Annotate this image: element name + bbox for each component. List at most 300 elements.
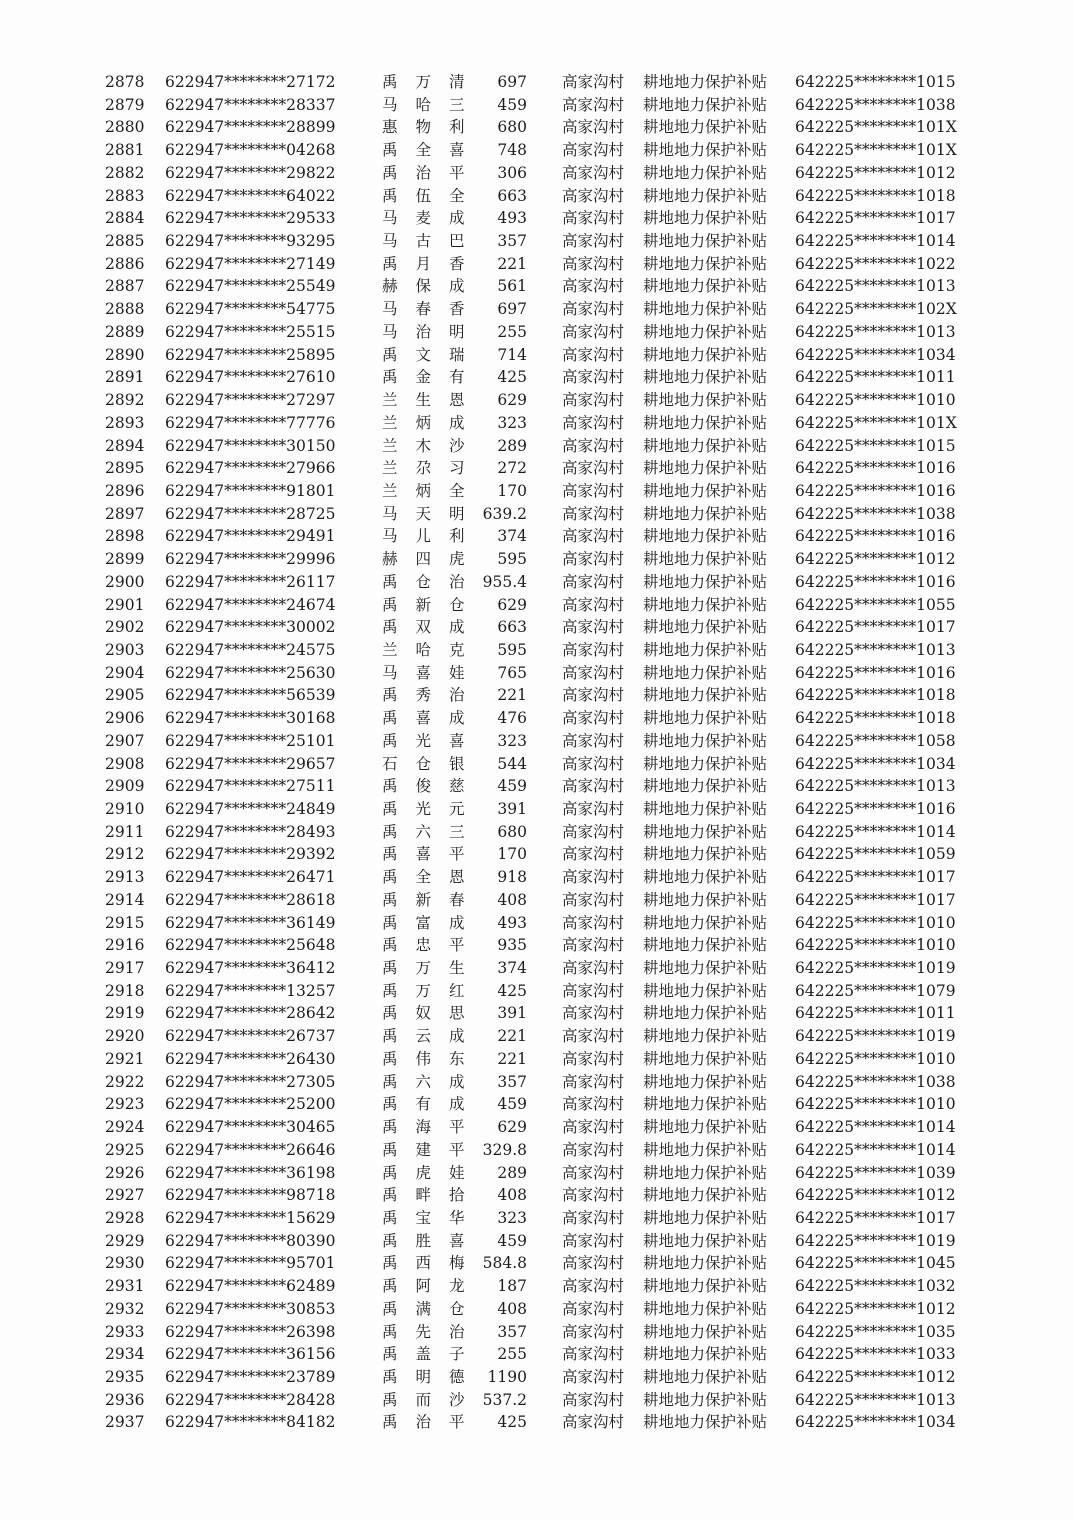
row-number-cell: 2913 (105, 868, 145, 887)
subsidy-type-cell: 耕地地力保护补贴 (643, 1072, 768, 1091)
row-number-cell: 2921 (105, 1049, 145, 1068)
person-name-cell: 禹仓治 (382, 572, 483, 591)
table-row (105, 1025, 975, 1048)
row-number-cell: 2899 (105, 550, 145, 569)
account-number-cell: 642225********1010 (795, 1049, 956, 1068)
person-name-cell: 马天明 (382, 504, 483, 523)
subsidy-type-cell: 耕地地力保护补贴 (643, 618, 768, 637)
account-number-cell: 642225********1019 (795, 1027, 956, 1046)
person-name-cell: 马麦成 (382, 209, 483, 228)
village-cell: 高家沟村 (562, 368, 625, 387)
person-name-cell: 禹月香 (382, 254, 483, 273)
person-name-cell: 禹秀治 (382, 686, 483, 705)
row-number-cell: 2885 (105, 232, 145, 251)
subsidy-type-cell: 耕地地力保护补贴 (643, 936, 768, 955)
amount-cell: 289 (497, 436, 527, 455)
row-number-cell: 2906 (105, 709, 145, 728)
table-row (105, 798, 975, 821)
table-row (105, 1411, 975, 1434)
table-row (105, 435, 975, 458)
village-cell: 高家沟村 (562, 640, 625, 659)
amount-cell: 935 (497, 936, 527, 955)
amount-cell: 459 (497, 777, 527, 796)
account-number-cell: 642225********1033 (795, 1345, 956, 1364)
person-name-cell: 禹有成 (382, 1095, 483, 1114)
row-number-cell: 2930 (105, 1254, 145, 1273)
subsidy-type-cell: 耕地地力保护补贴 (643, 481, 768, 500)
row-number-cell: 2929 (105, 1231, 145, 1250)
id-number-cell: 622947********26398 (165, 1322, 336, 1341)
id-number-cell: 622947********29822 (165, 163, 336, 182)
row-number-cell: 2918 (105, 981, 145, 1000)
id-number-cell: 622947********64022 (165, 186, 336, 205)
id-number-cell: 622947********24575 (165, 640, 336, 659)
amount-cell: 408 (497, 1186, 527, 1205)
subsidy-type-cell: 耕地地力保护补贴 (643, 209, 768, 228)
village-cell: 高家沟村 (562, 686, 625, 705)
account-number-cell: 642225********1015 (795, 73, 956, 91)
id-number-cell: 622947********27172 (165, 73, 336, 91)
amount-cell: 629 (497, 391, 527, 410)
subsidy-type-cell: 耕地地力保护补贴 (643, 1140, 768, 1159)
village-cell: 高家沟村 (562, 1072, 625, 1091)
village-cell: 高家沟村 (562, 845, 625, 864)
id-number-cell: 622947********27305 (165, 1072, 336, 1091)
village-cell: 高家沟村 (562, 1231, 625, 1250)
account-number-cell: 642225********1010 (795, 391, 956, 410)
account-number-cell: 642225********1016 (795, 527, 956, 546)
row-number-cell: 2928 (105, 1208, 145, 1227)
table-row (105, 525, 975, 548)
village-cell: 高家沟村 (562, 95, 625, 114)
id-number-cell: 622947********30168 (165, 709, 336, 728)
amount-cell: 221 (497, 254, 527, 273)
village-cell: 高家沟村 (562, 981, 625, 1000)
id-number-cell: 622947********29392 (165, 845, 336, 864)
amount-cell: 680 (497, 822, 527, 841)
table-row (105, 366, 975, 389)
person-name-cell: 禹伍全 (382, 186, 483, 205)
village-cell: 高家沟村 (562, 595, 625, 614)
id-number-cell: 622947********91801 (165, 481, 336, 500)
account-number-cell: 642225********1012 (795, 1186, 956, 1205)
amount-cell: 663 (497, 618, 527, 637)
row-number-cell: 2892 (105, 391, 145, 410)
amount-cell: 544 (497, 754, 527, 773)
table-row (105, 1116, 975, 1139)
subsidy-type-cell: 耕地地力保护补贴 (643, 1299, 768, 1318)
amount-cell: 329.8 (482, 1140, 527, 1159)
row-number-cell: 2884 (105, 209, 145, 228)
person-name-cell: 马治明 (382, 322, 483, 341)
subsidy-type-cell: 耕地地力保护补贴 (643, 527, 768, 546)
subsidy-type-cell: 耕地地力保护补贴 (643, 822, 768, 841)
person-name-cell: 禹虎娃 (382, 1163, 483, 1182)
account-number-cell: 642225********1038 (795, 1072, 956, 1091)
village-cell: 高家沟村 (562, 436, 625, 455)
person-name-cell: 禹西梅 (382, 1254, 483, 1273)
row-number-cell: 2926 (105, 1163, 145, 1182)
account-number-cell: 642225********1039 (795, 1163, 956, 1182)
account-number-cell: 642225********1032 (795, 1277, 956, 1296)
account-number-cell: 642225********1045 (795, 1254, 956, 1273)
id-number-cell: 622947********25515 (165, 322, 336, 341)
account-number-cell: 642225********1012 (795, 163, 956, 182)
account-number-cell: 642225********1017 (795, 618, 956, 637)
subsidy-type-cell: 耕地地力保护补贴 (643, 391, 768, 410)
amount-cell: 425 (497, 981, 527, 1000)
table-row (105, 298, 975, 321)
row-number-cell: 2927 (105, 1186, 145, 1205)
village-cell: 高家沟村 (562, 1118, 625, 1137)
row-number-cell: 2903 (105, 640, 145, 659)
village-cell: 高家沟村 (562, 1208, 625, 1227)
row-number-cell: 2887 (105, 277, 145, 296)
village-cell: 高家沟村 (562, 1277, 625, 1296)
account-number-cell: 642225********1034 (795, 345, 956, 364)
amount-cell: 408 (497, 1299, 527, 1318)
table-row (105, 503, 975, 526)
village-cell: 高家沟村 (562, 1163, 625, 1182)
subsidy-type-cell: 耕地地力保护补贴 (643, 913, 768, 932)
id-number-cell: 622947********29491 (165, 527, 336, 546)
person-name-cell: 禹满仓 (382, 1299, 483, 1318)
table-row (105, 185, 975, 208)
subsidy-type-cell: 耕地地力保护补贴 (643, 277, 768, 296)
account-number-cell: 642225********1012 (795, 1367, 956, 1386)
id-number-cell: 622947********95701 (165, 1254, 336, 1273)
amount-cell: 323 (497, 413, 527, 432)
subsidy-type-cell: 耕地地力保护补贴 (643, 1413, 768, 1432)
person-name-cell: 马古巴 (382, 232, 483, 251)
table-row (105, 139, 975, 162)
amount-cell: 493 (497, 913, 527, 932)
account-number-cell: 642225********1058 (795, 731, 956, 750)
amount-cell: 537.2 (482, 1390, 527, 1409)
table-row (105, 1298, 975, 1321)
subsidy-type-cell: 耕地地力保护补贴 (643, 981, 768, 1000)
person-name-cell: 禹喜成 (382, 709, 483, 728)
person-name-cell: 赫保成 (382, 277, 483, 296)
table-row (105, 389, 975, 412)
village-cell: 高家沟村 (562, 1004, 625, 1023)
account-number-cell: 642225********1014 (795, 232, 956, 251)
person-name-cell: 马喜娃 (382, 663, 483, 682)
table-row (105, 116, 975, 139)
id-number-cell: 622947********93295 (165, 232, 336, 251)
account-number-cell: 642225********1012 (795, 550, 956, 569)
account-number-cell: 642225********1038 (795, 95, 956, 114)
person-name-cell: 禹奴思 (382, 1004, 483, 1023)
account-number-cell: 642225********1059 (795, 845, 956, 864)
person-name-cell: 禹明德 (382, 1367, 483, 1386)
person-name-cell: 石仓银 (382, 754, 483, 773)
person-name-cell: 兰尕习 (382, 459, 483, 478)
person-name-cell: 禹光喜 (382, 731, 483, 750)
village-cell: 高家沟村 (562, 731, 625, 750)
person-name-cell: 禹喜平 (382, 845, 483, 864)
person-name-cell: 禹而沙 (382, 1390, 483, 1409)
table-row (105, 934, 975, 957)
account-number-cell: 642225********101X (795, 118, 957, 137)
id-number-cell: 622947********26646 (165, 1140, 336, 1159)
row-number-cell: 2891 (105, 368, 145, 387)
id-number-cell: 622947********26737 (165, 1027, 336, 1046)
row-number-cell: 2897 (105, 504, 145, 523)
subsidy-type-cell: 耕地地力保护补贴 (643, 1049, 768, 1068)
id-number-cell: 622947********13257 (165, 981, 336, 1000)
id-number-cell: 622947********30002 (165, 618, 336, 637)
amount-cell: 595 (497, 640, 527, 659)
table-row (105, 775, 975, 798)
person-name-cell: 禹云成 (382, 1027, 483, 1046)
subsidy-type-cell: 耕地地力保护补贴 (643, 459, 768, 478)
amount-cell: 584.8 (482, 1254, 527, 1273)
table-row (105, 275, 975, 298)
amount-cell: 425 (497, 368, 527, 387)
person-name-cell: 禹忠平 (382, 936, 483, 955)
id-number-cell: 622947********25200 (165, 1095, 336, 1114)
person-name-cell: 马春香 (382, 300, 483, 319)
village-cell: 高家沟村 (562, 391, 625, 410)
person-name-cell: 禹建平 (382, 1140, 483, 1159)
table-row (105, 1002, 975, 1025)
subsidy-type-cell: 耕地地力保护补贴 (643, 73, 768, 91)
id-number-cell: 622947********36412 (165, 959, 336, 978)
account-number-cell: 642225********1017 (795, 209, 956, 228)
id-number-cell: 622947********24849 (165, 800, 336, 818)
amount-cell: 459 (497, 1095, 527, 1114)
table-row (105, 230, 975, 253)
amount-cell: 629 (497, 595, 527, 614)
account-number-cell: 642225********1079 (795, 981, 956, 1000)
amount-cell: 639.2 (482, 504, 527, 523)
table-row (105, 616, 975, 639)
table-row (105, 1366, 975, 1389)
account-number-cell: 642225********1013 (795, 277, 956, 296)
id-number-cell: 622947********25549 (165, 277, 336, 296)
row-number-cell: 2933 (105, 1322, 145, 1341)
amount-cell: 323 (497, 731, 527, 750)
village-cell: 高家沟村 (562, 800, 625, 818)
amount-cell: 357 (497, 232, 527, 251)
id-number-cell: 622947********36149 (165, 913, 336, 932)
amount-cell: 408 (497, 890, 527, 909)
id-number-cell: 622947********27511 (165, 777, 336, 796)
account-number-cell: 642225********1016 (795, 481, 956, 500)
amount-cell: 374 (497, 527, 527, 546)
amount-cell: 323 (497, 1208, 527, 1227)
village-cell: 高家沟村 (562, 163, 625, 182)
village-cell: 高家沟村 (562, 1390, 625, 1409)
subsidy-type-cell: 耕地地力保护补贴 (643, 345, 768, 364)
row-number-cell: 2907 (105, 731, 145, 750)
person-name-cell: 兰炳成 (382, 413, 483, 432)
amount-cell: 170 (497, 481, 527, 500)
subsidy-type-cell: 耕地地力保护补贴 (643, 1118, 768, 1137)
subsidy-type-cell: 耕地地力保护补贴 (643, 1027, 768, 1046)
person-name-cell: 禹六三 (382, 822, 483, 841)
subsidy-type-cell: 耕地地力保护补贴 (643, 118, 768, 137)
table-row (105, 480, 975, 503)
table-row (105, 457, 975, 480)
account-number-cell: 642225********1013 (795, 322, 956, 341)
account-number-cell: 642225********1019 (795, 1231, 956, 1250)
account-number-cell: 642225********1014 (795, 1118, 956, 1137)
table-row (105, 980, 975, 1003)
id-number-cell: 622947********25101 (165, 731, 336, 750)
id-number-cell: 622947********04268 (165, 141, 336, 160)
id-number-cell: 622947********15629 (165, 1208, 336, 1227)
id-number-cell: 622947********27610 (165, 368, 336, 387)
row-number-cell: 2904 (105, 663, 145, 682)
row-number-cell: 2882 (105, 163, 145, 182)
person-name-cell: 禹盖子 (382, 1345, 483, 1364)
subsidy-type-cell: 耕地地力保护补贴 (643, 322, 768, 341)
subsidy-type-cell: 耕地地力保护补贴 (643, 686, 768, 705)
account-number-cell: 642225********1017 (795, 1208, 956, 1227)
account-number-cell: 642225********1010 (795, 936, 956, 955)
id-number-cell: 622947********26117 (165, 572, 336, 591)
row-number-cell: 2916 (105, 936, 145, 955)
row-number-cell: 2886 (105, 254, 145, 273)
account-number-cell: 642225********1017 (795, 868, 956, 887)
row-number-cell: 2925 (105, 1140, 145, 1159)
id-number-cell: 622947********62489 (165, 1277, 336, 1296)
amount-cell: 748 (497, 141, 527, 160)
person-name-cell: 禹金有 (382, 368, 483, 387)
row-number-cell: 2878 (105, 73, 145, 91)
account-number-cell: 642225********1022 (795, 254, 956, 273)
account-number-cell: 642225********1013 (795, 777, 956, 796)
subsidy-type-cell: 耕地地力保护补贴 (643, 1186, 768, 1205)
village-cell: 高家沟村 (562, 118, 625, 137)
village-cell: 高家沟村 (562, 550, 625, 569)
amount-cell: 1190 (487, 1367, 527, 1386)
subsidy-type-cell: 耕地地力保护补贴 (643, 1231, 768, 1250)
table-row (105, 71, 975, 94)
row-number-cell: 2889 (105, 322, 145, 341)
row-number-cell: 2920 (105, 1027, 145, 1046)
subsidy-type-cell: 耕地地力保护补贴 (643, 1208, 768, 1227)
village-cell: 高家沟村 (562, 868, 625, 887)
person-name-cell: 禹光元 (382, 800, 483, 818)
person-name-cell: 兰生恩 (382, 391, 483, 410)
table-row (105, 1184, 975, 1207)
table-row (105, 1321, 975, 1344)
amount-cell: 561 (497, 277, 527, 296)
subsidy-type-cell: 耕地地力保护补贴 (643, 890, 768, 909)
village-cell: 高家沟村 (562, 413, 625, 432)
account-number-cell: 642225********1010 (795, 1095, 956, 1114)
account-number-cell: 642225********1034 (795, 754, 956, 773)
account-number-cell: 642225********1017 (795, 890, 956, 909)
id-number-cell: 622947********80390 (165, 1231, 336, 1250)
id-number-cell: 622947********29657 (165, 754, 336, 773)
village-cell: 高家沟村 (562, 618, 625, 637)
id-number-cell: 622947********28725 (165, 504, 336, 523)
village-cell: 高家沟村 (562, 141, 625, 160)
subsidy-type-cell: 耕地地力保护补贴 (643, 777, 768, 796)
amount-cell: 459 (497, 1231, 527, 1250)
village-cell: 高家沟村 (562, 73, 625, 91)
table-row (105, 94, 975, 117)
id-number-cell: 622947********29996 (165, 550, 336, 569)
id-number-cell: 622947********26471 (165, 868, 336, 887)
village-cell: 高家沟村 (562, 232, 625, 251)
village-cell: 高家沟村 (562, 959, 625, 978)
row-number-cell: 2896 (105, 481, 145, 500)
account-number-cell: 642225********1015 (795, 436, 956, 455)
amount-cell: 391 (497, 800, 527, 818)
row-number-cell: 2912 (105, 845, 145, 864)
person-name-cell: 禹万红 (382, 981, 483, 1000)
village-cell: 高家沟村 (562, 1413, 625, 1432)
subsidy-type-cell: 耕地地力保护补贴 (643, 845, 768, 864)
subsidy-type-cell: 耕地地力保护补贴 (643, 959, 768, 978)
id-number-cell: 622947********26430 (165, 1049, 336, 1068)
table-row (105, 730, 975, 753)
row-number-cell: 2880 (105, 118, 145, 137)
table-row (105, 707, 975, 730)
row-number-cell: 2879 (105, 95, 145, 114)
table-row (105, 344, 975, 367)
table-row (105, 639, 975, 662)
table-row (105, 594, 975, 617)
row-number-cell: 2911 (105, 822, 145, 841)
subsidy-type-cell: 耕地地力保护补贴 (643, 595, 768, 614)
village-cell: 高家沟村 (562, 322, 625, 341)
person-name-cell: 禹畔拾 (382, 1186, 483, 1205)
village-cell: 高家沟村 (562, 1140, 625, 1159)
table-row (105, 843, 975, 866)
row-number-cell: 2893 (105, 413, 145, 432)
amount-cell: 170 (497, 845, 527, 864)
person-name-cell: 禹海平 (382, 1118, 483, 1137)
table-row (105, 866, 975, 889)
subsidy-type-cell: 耕地地力保护补贴 (643, 300, 768, 319)
id-number-cell: 622947********28428 (165, 1390, 336, 1409)
amount-cell: 714 (497, 345, 527, 364)
person-name-cell: 禹阿龙 (382, 1277, 483, 1296)
subsidy-type-cell: 耕地地力保护补贴 (643, 186, 768, 205)
subsidy-type-cell: 耕地地力保护补贴 (643, 504, 768, 523)
table-row (105, 548, 975, 571)
table-row (105, 162, 975, 185)
amount-cell: 476 (497, 709, 527, 728)
table-row (105, 1252, 975, 1275)
row-number-cell: 2932 (105, 1299, 145, 1318)
subsidy-type-cell: 耕地地力保护补贴 (643, 572, 768, 591)
row-number-cell: 2901 (105, 595, 145, 614)
row-number-cell: 2908 (105, 754, 145, 773)
id-number-cell: 622947********28337 (165, 95, 336, 114)
amount-cell: 357 (497, 1072, 527, 1091)
person-name-cell: 禹新仓 (382, 595, 483, 614)
row-number-cell: 2905 (105, 686, 145, 705)
person-name-cell: 兰炳全 (382, 481, 483, 500)
account-number-cell: 642225********1016 (795, 459, 956, 478)
village-cell: 高家沟村 (562, 209, 625, 228)
person-name-cell: 禹六成 (382, 1072, 483, 1091)
subsidy-type-cell: 耕地地力保护补贴 (643, 1345, 768, 1364)
row-number-cell: 2888 (105, 300, 145, 319)
row-number-cell: 2881 (105, 141, 145, 160)
village-cell: 高家沟村 (562, 1345, 625, 1364)
table-row (105, 571, 975, 594)
amount-cell: 255 (497, 322, 527, 341)
village-cell: 高家沟村 (562, 459, 625, 478)
